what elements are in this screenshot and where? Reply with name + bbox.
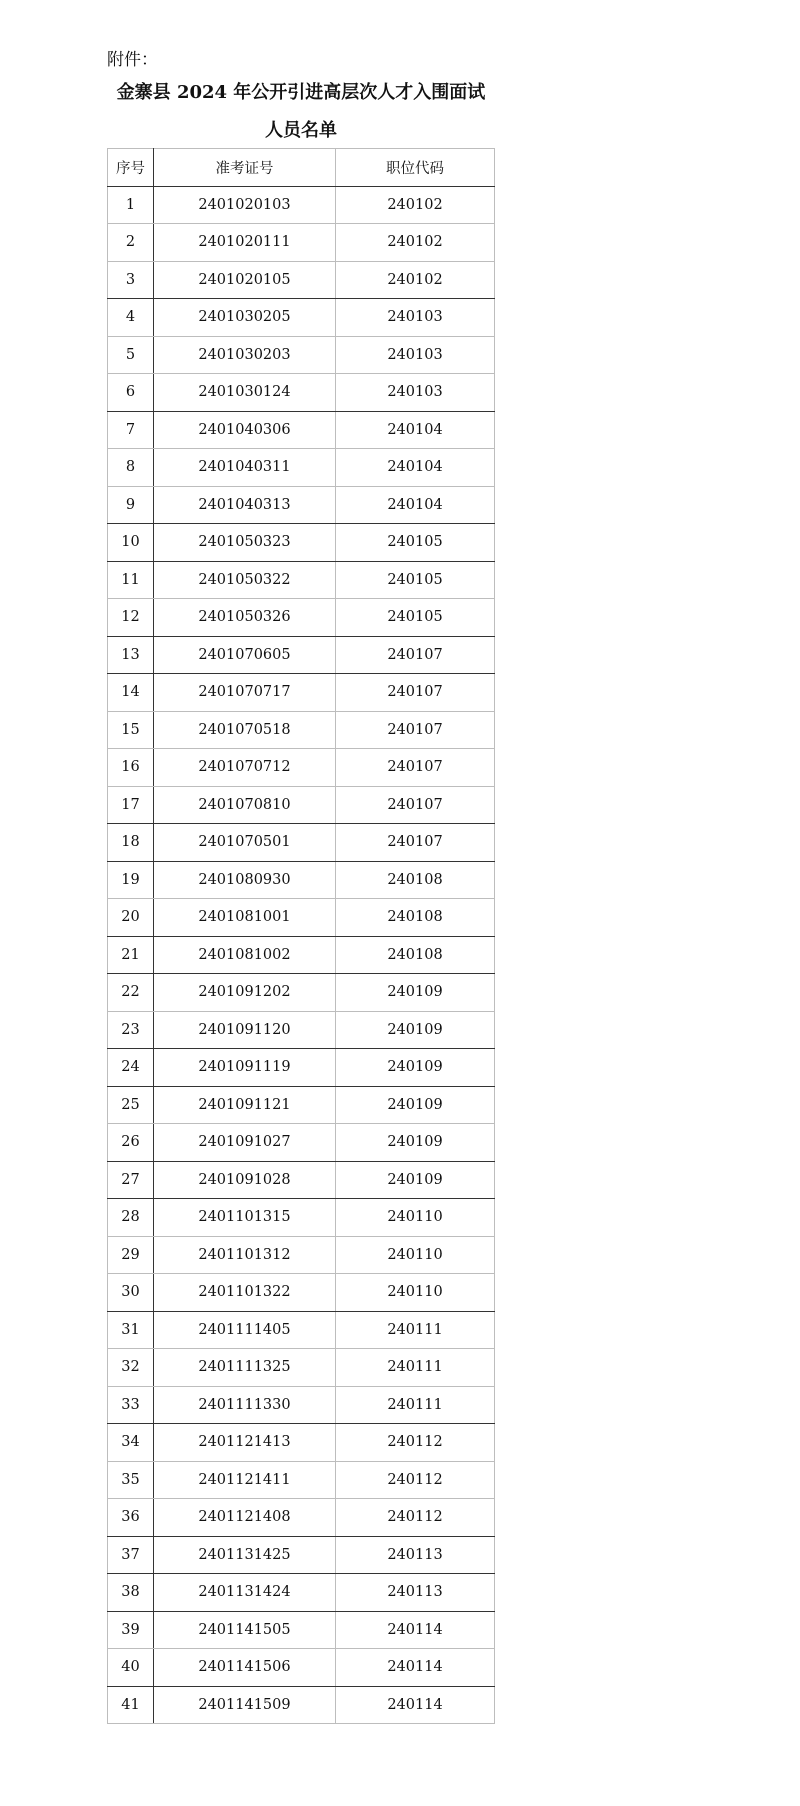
- header-position-code: 职位代码: [336, 149, 495, 187]
- serial-number-cell: 21: [108, 936, 154, 974]
- ticket-number-cell: 2401101312: [154, 1236, 336, 1274]
- ticket-number-cell: 2401091119: [154, 1049, 336, 1087]
- serial-number-cell: 30: [108, 1274, 154, 1312]
- table-row: [108, 936, 495, 974]
- serial-number-cell: 41: [108, 1686, 154, 1724]
- ticket-number-cell: 2401040311: [154, 449, 336, 487]
- table-row: [108, 861, 495, 899]
- serial-number-cell: 13: [108, 636, 154, 674]
- position-code-cell: 240109: [336, 974, 495, 1012]
- position-code-cell: 240103: [336, 374, 495, 412]
- position-code-cell: 240105: [336, 524, 495, 562]
- position-code-cell: 240112: [336, 1461, 495, 1499]
- ticket-number-cell: 2401070605: [154, 636, 336, 674]
- ticket-number-cell: 2401030205: [154, 299, 336, 337]
- ticket-number-cell: 2401111330: [154, 1386, 336, 1424]
- position-code-cell: 240103: [336, 336, 495, 374]
- position-code-cell: 240114: [336, 1611, 495, 1649]
- serial-number-cell: 12: [108, 599, 154, 637]
- position-code-cell: 240109: [336, 1086, 495, 1124]
- ticket-number-cell: 2401121411: [154, 1461, 336, 1499]
- serial-number-cell: 16: [108, 749, 154, 787]
- ticket-number-cell: 2401091027: [154, 1124, 336, 1162]
- table-row: [108, 1649, 495, 1687]
- document-title-line-1: 金寨县 2024 年公开引进高层次人才入围面试: [116, 82, 486, 103]
- table-row: [108, 1461, 495, 1499]
- position-code-cell: 240111: [336, 1311, 495, 1349]
- ticket-number-cell: 2401070717: [154, 674, 336, 712]
- serial-number-cell: 3: [108, 261, 154, 299]
- position-code-cell: 240108: [336, 936, 495, 974]
- position-code-cell: 240102: [336, 186, 495, 224]
- serial-number-cell: 8: [108, 449, 154, 487]
- serial-number-cell: 25: [108, 1086, 154, 1124]
- serial-number-cell: 10: [108, 524, 154, 562]
- ticket-number-cell: 2401091120: [154, 1011, 336, 1049]
- serial-number-cell: 39: [108, 1611, 154, 1649]
- position-code-cell: 240112: [336, 1424, 495, 1462]
- position-code-cell: 240110: [336, 1199, 495, 1237]
- ticket-number-cell: 2401050323: [154, 524, 336, 562]
- table-row: [108, 1574, 495, 1612]
- serial-number-cell: 37: [108, 1536, 154, 1574]
- serial-number-cell: 19: [108, 861, 154, 899]
- table-row: [108, 299, 495, 337]
- position-code-cell: 240109: [336, 1124, 495, 1162]
- table-row: [108, 486, 495, 524]
- ticket-number-cell: 2401070501: [154, 824, 336, 862]
- position-code-cell: 240113: [336, 1536, 495, 1574]
- position-code-cell: 240104: [336, 411, 495, 449]
- serial-number-cell: 11: [108, 561, 154, 599]
- position-code-cell: 240105: [336, 599, 495, 637]
- serial-number-cell: 34: [108, 1424, 154, 1462]
- serial-number-cell: 26: [108, 1124, 154, 1162]
- ticket-number-cell: 2401070712: [154, 749, 336, 787]
- ticket-number-cell: 2401111325: [154, 1349, 336, 1387]
- serial-number-cell: 32: [108, 1349, 154, 1387]
- table-row: [108, 1236, 495, 1274]
- serial-number-cell: 6: [108, 374, 154, 412]
- table-row: [108, 1049, 495, 1087]
- ticket-number-cell: 2401141506: [154, 1649, 336, 1687]
- position-code-cell: 240108: [336, 861, 495, 899]
- ticket-number-cell: 2401070518: [154, 711, 336, 749]
- table-row: [108, 1536, 495, 1574]
- position-code-cell: 240107: [336, 636, 495, 674]
- position-code-cell: 240107: [336, 749, 495, 787]
- ticket-number-cell: 2401030203: [154, 336, 336, 374]
- ticket-number-cell: 2401050322: [154, 561, 336, 599]
- position-code-cell: 240109: [336, 1011, 495, 1049]
- serial-number-cell: 40: [108, 1649, 154, 1687]
- position-code-cell: 240108: [336, 899, 495, 937]
- serial-number-cell: 17: [108, 786, 154, 824]
- ticket-number-cell: 2401091028: [154, 1161, 336, 1199]
- table-row: [108, 1274, 495, 1312]
- position-code-cell: 240113: [336, 1574, 495, 1612]
- table-row: [108, 1311, 495, 1349]
- serial-number-cell: 9: [108, 486, 154, 524]
- header-serial-number: 序号: [108, 149, 154, 187]
- position-code-cell: 240111: [336, 1386, 495, 1424]
- serial-number-cell: 18: [108, 824, 154, 862]
- ticket-number-cell: 2401081002: [154, 936, 336, 974]
- serial-number-cell: 28: [108, 1199, 154, 1237]
- position-code-cell: 240103: [336, 299, 495, 337]
- ticket-number-cell: 2401121413: [154, 1424, 336, 1462]
- table-row: [108, 524, 495, 562]
- position-code-cell: 240102: [336, 261, 495, 299]
- serial-number-cell: 1: [108, 186, 154, 224]
- position-code-cell: 240114: [336, 1686, 495, 1724]
- position-code-cell: 240107: [336, 711, 495, 749]
- position-code-cell: 240110: [336, 1236, 495, 1274]
- position-code-cell: 240110: [336, 1274, 495, 1312]
- table-row: [108, 636, 495, 674]
- position-code-cell: 240109: [336, 1049, 495, 1087]
- table-row: [108, 1499, 495, 1537]
- ticket-number-cell: 2401080930: [154, 861, 336, 899]
- table-header-row: [108, 149, 495, 187]
- table-row: [108, 711, 495, 749]
- serial-number-cell: 38: [108, 1574, 154, 1612]
- position-code-cell: 240107: [336, 824, 495, 862]
- serial-number-cell: 27: [108, 1161, 154, 1199]
- table-row: [108, 824, 495, 862]
- ticket-number-cell: 2401091121: [154, 1086, 336, 1124]
- header-ticket-number: 准考证号: [154, 149, 336, 187]
- position-code-cell: 240111: [336, 1349, 495, 1387]
- candidate-list-table: [107, 148, 495, 1724]
- table-row: [108, 1161, 495, 1199]
- ticket-number-cell: 2401020103: [154, 186, 336, 224]
- position-code-cell: 240102: [336, 224, 495, 262]
- position-code-cell: 240112: [336, 1499, 495, 1537]
- ticket-number-cell: 2401020111: [154, 224, 336, 262]
- serial-number-cell: 4: [108, 299, 154, 337]
- table-row: [108, 1686, 495, 1724]
- table-row: [108, 374, 495, 412]
- position-code-cell: 240105: [336, 561, 495, 599]
- table-row: [108, 561, 495, 599]
- ticket-number-cell: 2401121408: [154, 1499, 336, 1537]
- ticket-number-cell: 2401131424: [154, 1574, 336, 1612]
- serial-number-cell: 7: [108, 411, 154, 449]
- table-row: [108, 1086, 495, 1124]
- serial-number-cell: 31: [108, 1311, 154, 1349]
- position-code-cell: 240104: [336, 486, 495, 524]
- position-code-cell: 240109: [336, 1161, 495, 1199]
- table-body: [108, 186, 495, 1724]
- table-row: [108, 1199, 495, 1237]
- ticket-number-cell: 2401141509: [154, 1686, 336, 1724]
- serial-number-cell: 22: [108, 974, 154, 1012]
- table-row: [108, 261, 495, 299]
- position-code-cell: 240107: [336, 786, 495, 824]
- table-row: [108, 749, 495, 787]
- ticket-number-cell: 2401030124: [154, 374, 336, 412]
- serial-number-cell: 20: [108, 899, 154, 937]
- ticket-number-cell: 2401070810: [154, 786, 336, 824]
- ticket-number-cell: 2401141505: [154, 1611, 336, 1649]
- ticket-number-cell: 2401040306: [154, 411, 336, 449]
- position-code-cell: 240107: [336, 674, 495, 712]
- serial-number-cell: 36: [108, 1499, 154, 1537]
- table-row: [108, 1611, 495, 1649]
- document-title-line-2: 人员名单: [265, 120, 337, 141]
- table-row: [108, 899, 495, 937]
- serial-number-cell: 24: [108, 1049, 154, 1087]
- serial-number-cell: 2: [108, 224, 154, 262]
- table-row: [108, 224, 495, 262]
- table-row: [108, 449, 495, 487]
- position-code-cell: 240114: [336, 1649, 495, 1687]
- ticket-number-cell: 2401050326: [154, 599, 336, 637]
- ticket-number-cell: 2401131425: [154, 1536, 336, 1574]
- serial-number-cell: 15: [108, 711, 154, 749]
- table-row: [108, 1124, 495, 1162]
- serial-number-cell: 35: [108, 1461, 154, 1499]
- ticket-number-cell: 2401081001: [154, 899, 336, 937]
- table-row: [108, 411, 495, 449]
- table-row: [108, 974, 495, 1012]
- table-row: [108, 1386, 495, 1424]
- ticket-number-cell: 2401101315: [154, 1199, 336, 1237]
- position-code-cell: 240104: [336, 449, 495, 487]
- table-row: [108, 599, 495, 637]
- table-row: [108, 336, 495, 374]
- table-row: [108, 674, 495, 712]
- serial-number-cell: 23: [108, 1011, 154, 1049]
- ticket-number-cell: 2401091202: [154, 974, 336, 1012]
- ticket-number-cell: 2401101322: [154, 1274, 336, 1312]
- table-row: [108, 1424, 495, 1462]
- ticket-number-cell: 2401111405: [154, 1311, 336, 1349]
- table-row: [108, 786, 495, 824]
- ticket-number-cell: 2401040313: [154, 486, 336, 524]
- serial-number-cell: 29: [108, 1236, 154, 1274]
- serial-number-cell: 5: [108, 336, 154, 374]
- serial-number-cell: 14: [108, 674, 154, 712]
- table-row: [108, 1011, 495, 1049]
- table-row: [108, 1349, 495, 1387]
- serial-number-cell: 33: [108, 1386, 154, 1424]
- attachment-label: 附件：: [107, 50, 158, 70]
- table-row: [108, 186, 495, 224]
- ticket-number-cell: 2401020105: [154, 261, 336, 299]
